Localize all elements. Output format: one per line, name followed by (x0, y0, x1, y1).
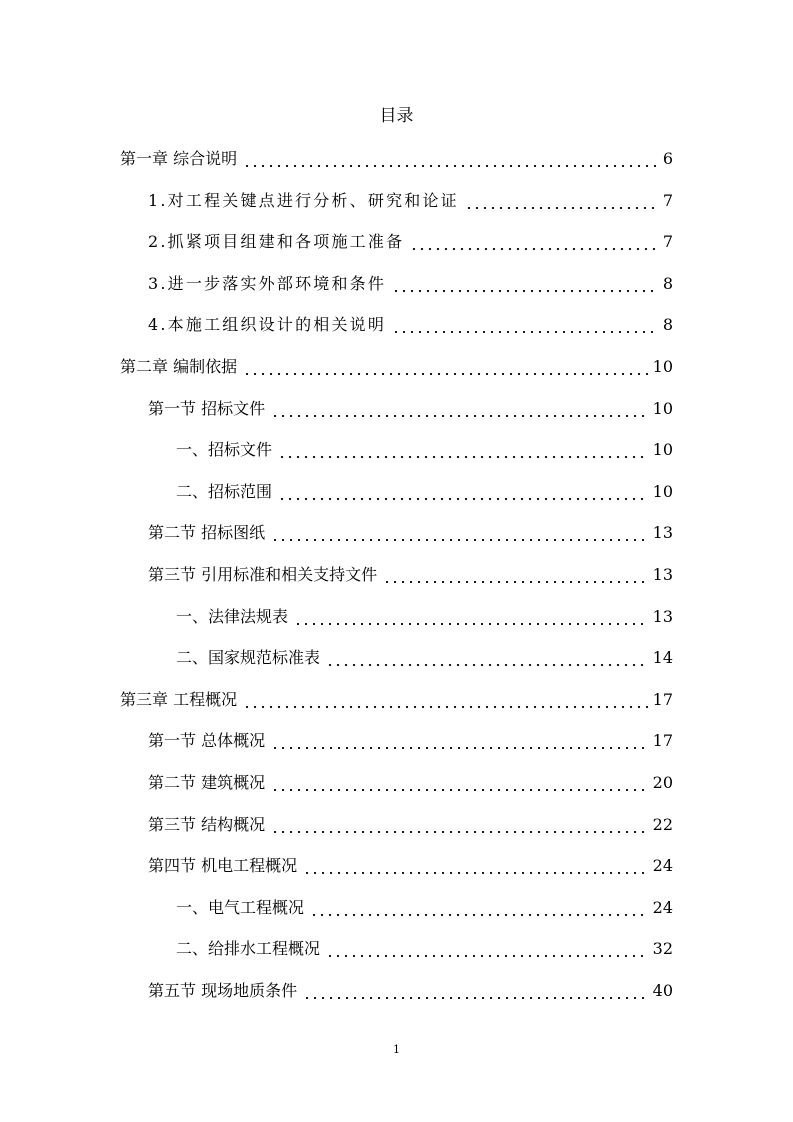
dot-leader (278, 438, 649, 462)
dot-leader (243, 688, 649, 712)
toc-entry-section[interactable] (148, 563, 673, 587)
dot-leader (392, 272, 659, 296)
toc-entry-page: 7 (662, 232, 673, 251)
toc-entry-label: 第二节 建筑概况 (148, 773, 266, 792)
dot-leader (392, 313, 659, 337)
dot-leader (294, 605, 649, 629)
toc-entry-page: 22 (652, 815, 673, 834)
toc-entry-label: 第五节 现场地质条件 (148, 981, 298, 1000)
toc-entry-page: 13 (652, 565, 673, 584)
toc-entry-label: 一、法律法规表 (176, 607, 289, 626)
toc-entry-chapter-2[interactable] (120, 355, 673, 379)
toc-entry-section[interactable] (148, 854, 673, 878)
dot-leader (310, 896, 649, 920)
toc-entry-subsection[interactable] (176, 646, 673, 670)
toc-entry-page: 24 (652, 856, 673, 875)
toc-entry-label: 第二章 编制依据 (120, 357, 238, 376)
dot-leader (465, 189, 659, 213)
toc-entry-label: 1.对工程关键点进行分析、研究和论证 (148, 191, 459, 210)
toc-entry-label: 第三节 结构概况 (148, 815, 266, 834)
dot-leader (243, 147, 659, 171)
toc-entry-section[interactable] (148, 521, 673, 545)
toc-entry-section[interactable] (148, 979, 673, 1003)
toc-entry-label: 第三章 工程概况 (120, 690, 238, 709)
dot-leader (326, 937, 649, 961)
toc-entry-page: 14 (652, 648, 673, 667)
toc-entry-page: 32 (652, 939, 673, 958)
page-number: 1 (393, 1043, 400, 1056)
dot-leader (410, 230, 659, 254)
dot-leader (271, 397, 649, 421)
dot-leader (303, 979, 649, 1003)
toc-entry-subsection[interactable] (176, 605, 673, 629)
toc-title: 目录 (379, 106, 414, 126)
toc-entry-page: 40 (652, 981, 673, 1000)
toc-entry-label: 第二节 招标图纸 (148, 523, 266, 542)
toc-entry-item-4[interactable] (148, 313, 673, 337)
toc-entry-label: 第一节 总体概况 (148, 731, 266, 750)
toc-entry-section[interactable] (148, 729, 673, 753)
toc-entry-label: 4.本施工组织设计的相关说明 (148, 315, 387, 334)
dot-leader (278, 480, 649, 504)
toc-entry-page: 20 (652, 773, 673, 792)
dot-leader (271, 771, 649, 795)
toc-entry-page: 10 (652, 440, 673, 459)
toc-entry-label: 二、国家规范标准表 (176, 648, 321, 667)
toc-entry-section[interactable] (148, 813, 673, 837)
dot-leader (383, 563, 649, 587)
toc-entry-page: 13 (652, 607, 673, 626)
toc-entry-page: 8 (662, 274, 673, 293)
toc-entry-subsection[interactable] (176, 937, 673, 961)
toc-entry-label: 第四节 机电工程概况 (148, 856, 298, 875)
toc-entry-label: 第一节 招标文件 (148, 399, 266, 418)
toc-entry-label: 二、给排水工程概况 (176, 939, 321, 958)
toc-entry-label: 第三节 引用标准和相关支持文件 (148, 565, 378, 584)
dot-leader (326, 646, 649, 670)
toc-entry-subsection[interactable] (176, 480, 673, 504)
toc-entry-page: 10 (652, 482, 673, 501)
toc-entry-page: 13 (652, 523, 673, 542)
dot-leader (271, 813, 649, 837)
toc-entry-item-1[interactable] (148, 189, 673, 213)
toc-entry-page: 17 (652, 690, 673, 709)
toc-entry-page: 10 (652, 399, 673, 418)
toc-entry-subsection[interactable] (176, 438, 673, 462)
toc-entry-page: 10 (652, 357, 673, 376)
toc-entry-label: 一、招标文件 (176, 440, 273, 459)
toc-entry-page: 17 (652, 731, 673, 750)
dot-leader (303, 854, 649, 878)
toc-entry-page: 24 (652, 898, 673, 917)
toc-entry-subsection[interactable] (176, 896, 673, 920)
toc-entry-label: 3.进一步落实外部环境和条件 (148, 274, 387, 293)
toc-entry-chapter-1[interactable] (120, 147, 673, 171)
toc-entry-label: 二、招标范围 (176, 482, 273, 501)
toc-entry-page: 7 (662, 191, 673, 210)
dot-leader (271, 521, 649, 545)
toc-entry-item-3[interactable] (148, 272, 673, 296)
dot-leader (243, 355, 649, 379)
toc-entry-label: 第一章 综合说明 (120, 149, 238, 168)
toc-entry-item-2[interactable] (148, 230, 673, 254)
toc-entry-page: 8 (662, 315, 673, 334)
toc-entry-chapter-3[interactable] (120, 688, 673, 712)
toc-entry-page: 6 (662, 149, 673, 168)
toc-entry-section[interactable] (148, 397, 673, 421)
toc-entry-section[interactable] (148, 771, 673, 795)
toc-entry-label: 一、电气工程概况 (176, 898, 305, 917)
toc-entry-label: 2.抓紧项目组建和各项施工准备 (148, 232, 405, 251)
dot-leader (271, 729, 649, 753)
